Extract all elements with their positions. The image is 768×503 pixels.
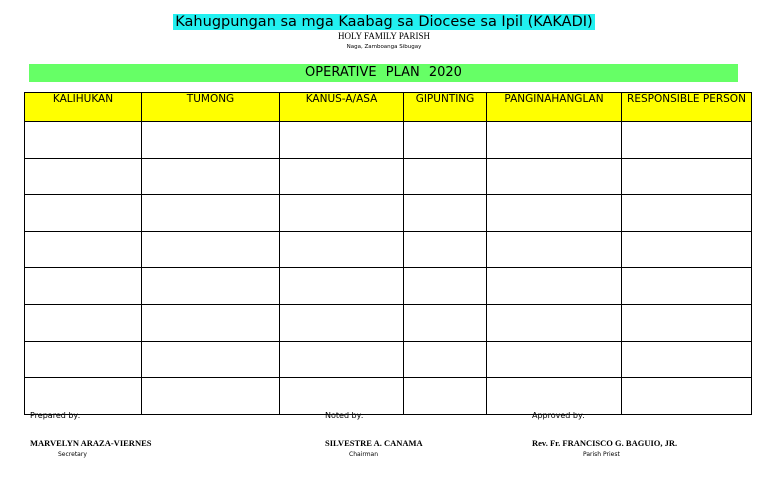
table-cell[interactable] (280, 304, 404, 341)
column-header-kalihukan: KALIHUKAN (25, 93, 142, 122)
table-cell[interactable] (622, 268, 752, 305)
table-cell[interactable] (404, 304, 487, 341)
table-cell[interactable] (622, 341, 752, 378)
table-row (25, 268, 752, 305)
table-cell[interactable] (25, 231, 142, 268)
table-cell[interactable] (487, 304, 622, 341)
column-header-gipunting: GIPUNTING (404, 93, 487, 122)
table-cell[interactable] (404, 122, 487, 159)
table-cell[interactable] (280, 122, 404, 159)
table-cell[interactable] (142, 304, 280, 341)
table-cell[interactable] (487, 378, 622, 415)
operative-plan-table (24, 92, 752, 415)
table-cell[interactable] (487, 122, 622, 159)
approved-by-name: Rev. Fr. FRANCISCO G. BAGUIO, JR. (532, 438, 678, 448)
table-cell[interactable] (25, 341, 142, 378)
approved-by-role: Parish Priest (583, 451, 620, 458)
noted-by-label: Noted by: (325, 411, 364, 420)
table-cell[interactable] (487, 231, 622, 268)
table-cell[interactable] (142, 268, 280, 305)
table-body (25, 122, 752, 415)
prepared-by-label: Prepared by: (30, 411, 81, 420)
table-row (25, 378, 752, 415)
table-cell[interactable] (404, 268, 487, 305)
table-cell[interactable] (487, 158, 622, 195)
table-cell[interactable] (25, 122, 142, 159)
table-cell[interactable] (487, 341, 622, 378)
table-cell[interactable] (622, 122, 752, 159)
table-cell[interactable] (487, 268, 622, 305)
parish-name: HOLY FAMILY PARISH (337, 31, 431, 41)
table-cell[interactable] (25, 195, 142, 232)
table-row (25, 195, 752, 232)
table-cell[interactable] (622, 378, 752, 415)
table-cell[interactable] (142, 195, 280, 232)
noted-by-role: Chairman (349, 451, 379, 458)
table-cell[interactable] (487, 195, 622, 232)
table-cell[interactable] (25, 268, 142, 305)
table-cell[interactable] (25, 304, 142, 341)
table-cell[interactable] (622, 158, 752, 195)
organization-title (0, 13, 768, 31)
table-cell[interactable] (142, 231, 280, 268)
table-cell[interactable] (622, 231, 752, 268)
table-cell[interactable] (622, 195, 752, 232)
table-row (25, 158, 752, 195)
table-row (25, 341, 752, 378)
table-cell[interactable] (280, 195, 404, 232)
column-header-responsible-person: RESPONSIBLE PERSON (622, 93, 752, 122)
column-header-kanus-a-asa: KANUS-A/ASA (280, 93, 404, 122)
table-row (25, 231, 752, 268)
table-cell[interactable] (404, 231, 487, 268)
prepared-by-role: Secretary (58, 451, 87, 458)
table-cell[interactable] (25, 158, 142, 195)
table-cell[interactable] (404, 378, 487, 415)
column-header-panginahanglan: PANGINAHANGLAN (487, 93, 622, 122)
table-row (25, 122, 752, 159)
table-row (25, 304, 752, 341)
table-cell[interactable] (280, 231, 404, 268)
table-cell[interactable] (142, 378, 280, 415)
prepared-by-name: MARVELYN ARAZA-VIERNES (30, 438, 152, 448)
parish-location: Naga, Zamboanga Sibugay (346, 44, 422, 50)
noted-by-name: SILVESTRE A. CANAMA (325, 438, 423, 448)
table-cell[interactable] (622, 304, 752, 341)
table-header-row (25, 93, 752, 122)
table-cell[interactable] (280, 341, 404, 378)
table-cell[interactable] (280, 378, 404, 415)
plan-title-banner: OPERATIVE PLAN 2020 (29, 64, 738, 82)
table-cell[interactable] (280, 268, 404, 305)
table-cell[interactable] (142, 122, 280, 159)
table-cell[interactable] (25, 378, 142, 415)
table-cell[interactable] (142, 158, 280, 195)
table-cell[interactable] (404, 195, 487, 232)
table-cell[interactable] (404, 158, 487, 195)
table-cell[interactable] (280, 158, 404, 195)
table-cell[interactable] (404, 341, 487, 378)
column-header-tumong: TUMONG (142, 93, 280, 122)
approved-by-label: Approved by: (532, 411, 585, 420)
organization-title-text: Kahugpungan sa mga Kaabag sa Diocese sa Ipil (KAKADI) (175, 14, 593, 30)
table-cell[interactable] (142, 341, 280, 378)
